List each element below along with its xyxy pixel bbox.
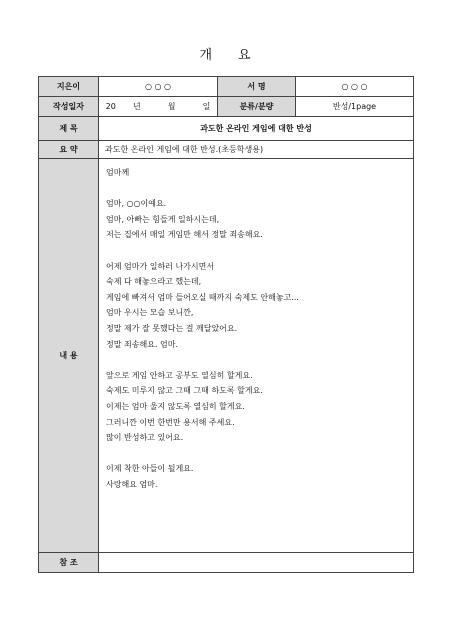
letter-line: 엄마, 아빠는 힘들게 일하시는데, bbox=[106, 214, 220, 224]
letter-line: 그러니깐 이번 한번만 용서해 주세요. bbox=[106, 417, 235, 427]
page-title bbox=[0, 44, 450, 63]
category-value[interactable]: 반성/1page bbox=[296, 97, 414, 117]
date-month-unit: 월 bbox=[167, 102, 176, 111]
letter-body[interactable] bbox=[99, 159, 414, 553]
name-value[interactable]: ○ ○ ○ bbox=[296, 77, 414, 97]
subject-value[interactable]: 과도한 온라인 게임에 대한 반성 bbox=[99, 117, 414, 141]
content-label: 내 용 bbox=[39, 159, 99, 553]
date-year: 20 bbox=[105, 102, 116, 111]
summary-label: 요 약 bbox=[39, 141, 99, 159]
overview-form bbox=[38, 76, 414, 573]
letter-paragraph-5 bbox=[106, 461, 413, 492]
letter-line: 이제는 엄마 울지 않도록 열심히 할게요. bbox=[106, 401, 245, 411]
date-value[interactable] bbox=[99, 97, 218, 117]
author-label: 지은이 bbox=[39, 77, 99, 97]
letter-line: 엄마 우시는 모습 보니깐, bbox=[106, 308, 194, 318]
content-row bbox=[39, 159, 414, 553]
letter-line: 숙제도 미루지 않고 그때 그때 하도록 할게요. bbox=[106, 386, 263, 396]
summary-row bbox=[39, 141, 414, 159]
date-row bbox=[39, 97, 414, 117]
date-label: 작성일자 bbox=[39, 97, 99, 117]
page-title-char-1: 개 bbox=[199, 48, 212, 63]
page-title-char-2: 요 bbox=[238, 48, 251, 63]
letter-line: 숙제 다 해놓으라고 했는데, bbox=[106, 277, 202, 287]
letter-paragraph-3 bbox=[106, 259, 413, 353]
letter-line: 게임에 빠져서 엄마 들어오실 때까지 숙제도 안해놓고... bbox=[106, 292, 299, 302]
letter-line: 많이 반성하고 있어요. bbox=[106, 433, 184, 443]
name-label: 서 명 bbox=[218, 77, 296, 97]
letter-line: 정말 죄송해요. 엄마. bbox=[106, 339, 178, 349]
letter-line: 정말 제가 잘 못했다는 걸 깨달았어요. bbox=[106, 323, 238, 333]
letter-line: 앞으로 게임 안하고 공부도 열심히 할게요. bbox=[106, 370, 253, 380]
letter-line: 엄마, ○○이예요. bbox=[106, 199, 167, 209]
author-row bbox=[39, 77, 414, 97]
letter-line: 이제 착한 아들이 될게요. bbox=[106, 464, 194, 474]
date-year-unit: 년 bbox=[132, 102, 141, 111]
reference-value[interactable] bbox=[99, 553, 414, 573]
letter-line: 어제 엄마가 일하러 나가시면서 bbox=[106, 261, 215, 271]
letter-line: 사랑해요 엄마. bbox=[106, 479, 158, 489]
reference-row bbox=[39, 553, 414, 573]
letter-paragraph-1 bbox=[106, 165, 413, 181]
subject-label: 제 목 bbox=[39, 117, 99, 141]
reference-label: 참 조 bbox=[39, 553, 99, 573]
letter-line: 저는 집에서 매일 게임만 해서 정말 죄송해요. bbox=[106, 230, 263, 240]
letter-line: 엄마께 bbox=[106, 168, 130, 177]
letter-paragraph-4 bbox=[106, 368, 413, 446]
author-value[interactable]: ○ ○ ○ bbox=[99, 77, 218, 97]
category-label: 분류/분량 bbox=[218, 97, 296, 117]
summary-value[interactable]: 과도한 온라인 게임에 대한 반성.(초등학생용) bbox=[99, 141, 414, 159]
letter-paragraph-2 bbox=[106, 196, 413, 243]
date-day-unit: 일 bbox=[202, 102, 211, 111]
subject-row bbox=[39, 117, 414, 141]
